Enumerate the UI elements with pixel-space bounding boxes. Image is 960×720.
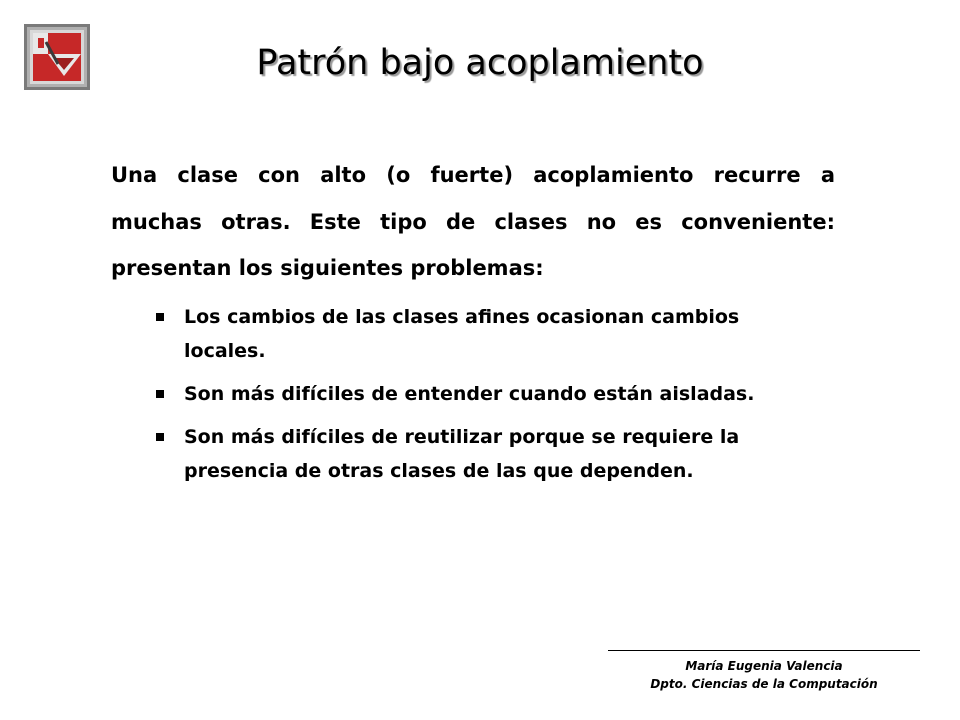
intro-paragraph	[111, 152, 835, 292]
bullet-list	[152, 300, 892, 497]
footer	[608, 657, 920, 693]
footer-department: Dpto. Ciencias de la Computación	[650, 677, 878, 691]
square-bullet-icon	[156, 433, 164, 441]
slide-title: Patrón bajo acoplamiento	[256, 43, 704, 83]
square-bullet-icon	[156, 390, 164, 398]
bullet-text: Son más difíciles de reutilizar porque se requiere la presencia de otras clases de las que dependen.	[184, 426, 740, 482]
bullet-text: Los cambios de las clases afines ocasionan cambios locales.	[184, 306, 740, 362]
intro-line: presentan los siguientes problemas:	[111, 256, 544, 280]
list-item	[152, 420, 892, 488]
list-item	[152, 377, 892, 411]
footer-divider	[608, 650, 920, 651]
list-item	[152, 300, 892, 368]
square-bullet-icon	[156, 313, 164, 321]
footer-author: María Eugenia Valencia	[685, 659, 843, 673]
intro-line: muchas otras. Este tipo de clases no es conveniente:	[111, 209, 835, 234]
bullet-text: Son más difíciles de entender cuando están aisladas.	[184, 383, 755, 405]
intro-line: Una clase con alto (o fuerte) acoplamiento recurre a	[111, 163, 835, 187]
